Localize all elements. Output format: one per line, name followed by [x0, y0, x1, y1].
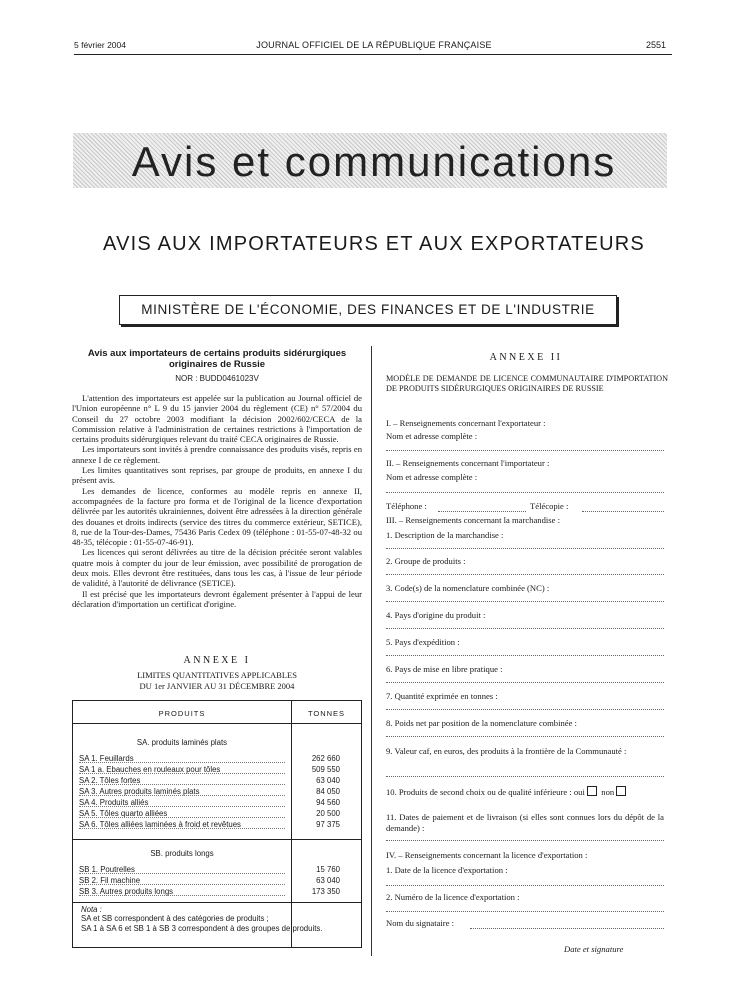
table-row-label: SA 5. Tôles quarto alliées — [79, 809, 168, 818]
annexe-1-subtitle-line: LIMITES QUANTITATIVES APPLICABLES — [137, 670, 297, 680]
table-note-line: SA et SB correspondent à des catégories de produits ; — [81, 914, 269, 923]
form-dotted-line — [438, 511, 526, 512]
form-dotted-line — [386, 601, 664, 602]
item-10-text: 10. Produits de second choix ou de qualité inférieure : — [386, 787, 572, 797]
non-label: non — [601, 787, 615, 797]
article-paragraph: Les demandes de licence, conformes au modèle repris en annexe II, accompagnées de la facture pro forma et de l'original de la licence d'exportation délivrée par les autorités ukrainiennes, doivent être adressées à la direction générale des douanes et droits indirects (service des titres du commerce extérieur, SETICE), 8, rue de la Tour-des-Dames, 75436 Paris Cedex 09 (téléphone : 01-55-07-48-32 ou 48-35, télécopie : 01-55-07-46-91). — [72, 485, 362, 548]
licence-number-label: 2. Numéro de la licence d'exportation : — [386, 892, 520, 902]
table-row-label: SA 6. Tôles alliées laminées à froid et revêtues — [79, 820, 241, 829]
item-11-label: 11. Dates de paiement et de livraison (si elles sont connues lors du dépôt de la demande) : — [386, 812, 664, 833]
goods-item-label: 2. Groupe de produits : — [386, 556, 466, 566]
table-row-leader — [79, 817, 285, 818]
article-paragraph: Les licences qui seront délivrées au titre de la décision précitée seront valables quatre mois à compter du jour de leur émission, avec possibilité de prorogation de deux mois. Elles devront être restituées, dans tous les cas, à l'issue de leur période de validité, à l'autorité de délivrance (SETICE). — [72, 547, 362, 589]
quota-table — [72, 700, 362, 948]
table-group-sb: SB. produits longs — [150, 849, 214, 858]
page-number: 2551 — [646, 40, 667, 50]
form-dotted-line — [386, 911, 664, 912]
article-paragraph: L'attention des importateurs est appelée sur la publication au Journal officiel de l'Union européenne n° L 9 du 15 janvier 2004 du règlement (CE) n° 57/2004 du Conseil du 27 octobre 2003 modifiant la décision 2002/602/CECA de la Commission relative à l'administration de certaines restrictions à l'importation de certains produits sidérurgiques relevant du traité CECA originaires de Russie. — [72, 393, 362, 445]
table-row-value: 63 040 — [316, 876, 340, 885]
fax-label: Télécopie : — [530, 501, 569, 511]
oui-checkbox[interactable] — [587, 786, 597, 796]
form-dotted-line — [386, 574, 664, 575]
form-dotted-line — [386, 450, 664, 451]
table-row-leader — [79, 895, 285, 896]
goods-item-label: 6. Pays de mise en libre pratique : — [386, 664, 503, 674]
non-checkbox[interactable] — [616, 786, 626, 796]
form-dotted-line — [386, 840, 664, 841]
annexe-1-subtitle — [72, 670, 362, 691]
goods-item-label: 1. Description de la marchandise : — [386, 530, 504, 540]
table-row-value: 97 375 — [316, 820, 340, 829]
telephone-label: Téléphone : — [386, 501, 427, 511]
table-header-tonnes: TONNES — [307, 709, 346, 718]
table-row-value: 262 660 — [311, 754, 340, 763]
form-dotted-line — [386, 548, 664, 549]
table-row-leader — [79, 828, 285, 829]
table-row-leader — [79, 795, 285, 796]
goods-item-label: 7. Quantité exprimée en tonnes : — [386, 691, 498, 701]
form-dotted-line — [386, 628, 664, 629]
article-title: Avis aux importateurs de certains produits sidérurgiques originaires de Russie — [87, 348, 347, 370]
table-row-value: 84 050 — [316, 787, 340, 796]
section-goods: III. – Renseignements concernant la marchandise : — [386, 515, 560, 525]
table-group-rule — [73, 839, 361, 840]
header-rule — [74, 54, 672, 55]
oui-label: oui — [573, 787, 585, 797]
annexe-2-subtitle: MODÈLE DE DEMANDE DE LICENCE COMMUNAUTAIRE D'IMPORTATION DE PRODUITS SIDÉRURGIQUES ORIGINAIRES DE RUSSIE — [386, 374, 668, 393]
exporter-name-label: Nom et adresse complète : — [386, 431, 478, 441]
licence-date-label: 1. Date de la licence d'exportation : — [386, 865, 508, 875]
form-dotted-line — [470, 928, 664, 929]
form-dotted-line — [386, 655, 664, 656]
table-row-label: SA 1. Feuillards — [79, 754, 134, 763]
table-row-value: 173 350 — [311, 887, 340, 896]
table-row-leader — [79, 773, 285, 774]
goods-item-label: 5. Pays d'expédition : — [386, 637, 460, 647]
table-header-products: PRODUITS — [158, 709, 206, 718]
banner-title: Avis et communications — [131, 138, 617, 185]
signatory-label: Nom du signataire : — [386, 918, 455, 928]
article-body — [72, 393, 362, 609]
table-row-label: SA 3. Autres produits laminés plats — [79, 787, 200, 796]
item-10-label — [386, 786, 664, 798]
form-dotted-line — [386, 736, 664, 737]
table-row-label: SB 1. Poutrelles — [79, 865, 135, 874]
table-row-leader — [79, 762, 285, 763]
table-row-value: 15 760 — [316, 865, 340, 874]
table-row-value: 509 550 — [311, 765, 340, 774]
table-row-leader — [79, 806, 285, 807]
form-dotted-line — [386, 776, 664, 777]
goods-item-label: 4. Pays d'origine du produit : — [386, 610, 486, 620]
form-dotted-line — [386, 885, 664, 886]
section-export-licence: IV. – Renseignements concernant la licence d'exportation : — [386, 850, 588, 860]
article-paragraph: Les limites quantitatives sont reprises, par groupe de produits, en annexe I du présent avis. — [72, 465, 362, 486]
header-date: 5 février 2004 — [74, 40, 126, 50]
journal-title: JOURNAL OFFICIEL DE LA RÉPUBLIQUE FRANÇAISE — [256, 40, 492, 50]
importer-name-label: Nom et adresse complète : — [386, 472, 478, 482]
table-header-rule — [73, 723, 361, 724]
column-divider — [371, 346, 372, 956]
section-title: AVIS AUX IMPORTATEURS ET AUX EXPORTATEURS — [103, 233, 645, 255]
article-nor: NOR : BUDD0461023V — [175, 374, 259, 383]
annexe-1-title: ANNEXE I — [183, 655, 251, 666]
goods-item-label: 8. Poids net par position de la nomenclature combinée : — [386, 718, 577, 728]
table-group-sa: SA. produits laminés plats — [136, 738, 228, 747]
article-paragraph: Les importateurs sont invités à prendre connaissance des produits visés, repris en annexe I de ce règlement. — [72, 444, 362, 465]
table-row-label: SA 1 a. Ebauches en rouleaux pour tôles — [79, 765, 221, 774]
annexe-1-subtitle-line: DU 1er JANVIER AU 31 DÉCEMBRE 2004 — [139, 680, 295, 691]
table-note-title: Nota : — [81, 905, 102, 914]
table-row-label: SB 2. Fil machine — [79, 876, 141, 885]
section-importer: II. – Renseignements concernant l'importateur : — [386, 458, 550, 468]
table-row-value: 94 560 — [316, 798, 340, 807]
table-row-leader — [79, 884, 285, 885]
table-note-rule — [73, 902, 361, 903]
article-paragraph: Il est précisé que les importateurs devront également présenter à l'appui de leur déclaration d'importation un certificat d'origine. — [72, 588, 362, 609]
table-row-label: SA 2. Tôles fortes — [79, 776, 141, 785]
date-signature-label: Date et signature — [564, 944, 624, 954]
annexe-2-title: ANNEXE II — [489, 352, 563, 363]
form-dotted-line — [386, 709, 664, 710]
table-row-value: 63 040 — [316, 776, 340, 785]
table-row-label: SA 4. Produits alliés — [79, 798, 149, 807]
form-dotted-line — [386, 492, 664, 493]
goods-item-label: 9. Valeur caf, en euros, des produits à la frontière de la Communauté : — [386, 746, 627, 756]
form-dotted-line — [582, 511, 664, 512]
table-row-label: SB 3. Autres produits longs — [79, 887, 174, 896]
form-dotted-line — [386, 682, 664, 683]
section-exporter: I. – Renseignements concernant l'exportateur : — [386, 418, 546, 428]
table-row-value: 20 500 — [316, 809, 340, 818]
table-row-leader — [79, 784, 285, 785]
table-row-leader — [79, 873, 285, 874]
goods-item-label: 3. Code(s) de la nomenclature combinée (NC) : — [386, 583, 550, 593]
ministry-title: MINISTÈRE DE L'ÉCONOMIE, DES FINANCES ET DE L'INDUSTRIE — [141, 302, 595, 317]
table-note-line: SA 1 à SA 6 et SB 1 à SB 3 correspondent à des groupes de produits. — [81, 924, 323, 933]
